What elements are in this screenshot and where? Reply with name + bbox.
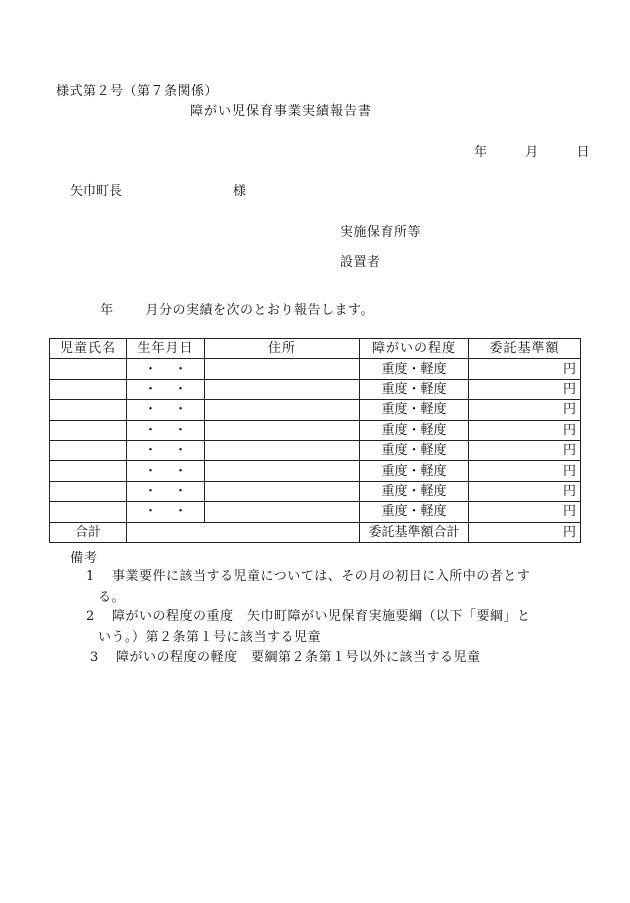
date-year: 年 [474, 145, 488, 160]
amount-cell[interactable]: 円 [469, 502, 581, 522]
table-header-row [50, 339, 581, 359]
child-name-cell[interactable] [50, 420, 127, 440]
degree-cell[interactable]: 重度・軽度 [360, 440, 469, 460]
table-row [50, 359, 581, 379]
table-row [50, 461, 581, 481]
table-row [50, 400, 581, 420]
child-name-cell[interactable] [50, 481, 127, 501]
address-cell[interactable] [205, 481, 360, 501]
note-item [86, 566, 586, 608]
degree-cell[interactable]: 重度・軽度 [360, 400, 469, 420]
note-item [90, 647, 590, 668]
intro-year: 年 [100, 303, 114, 318]
amount-cell[interactable]: 円 [469, 379, 581, 399]
intro-text: 月分の実績を次のとおり報告します。 [145, 303, 374, 318]
note-text-continued: る。 [98, 590, 126, 605]
child-name-cell[interactable] [50, 461, 127, 481]
birthdate-cell[interactable]: ・ ・ [127, 481, 205, 501]
table-row [50, 502, 581, 522]
total-amount-cell[interactable]: 円 [469, 522, 581, 542]
column-header-standard-amount: 委託基準額 [469, 339, 581, 359]
amount-cell[interactable]: 円 [469, 359, 581, 379]
birthdate-cell[interactable]: ・ ・ [127, 379, 205, 399]
degree-cell[interactable]: 重度・軽度 [360, 379, 469, 399]
degree-cell[interactable]: 重度・軽度 [360, 502, 469, 522]
column-header-disability-degree: 障がいの程度 [360, 339, 469, 359]
child-name-cell[interactable] [50, 502, 127, 522]
column-header-address: 住所 [205, 339, 360, 359]
total-amount-label: 委託基準額合計 [360, 522, 469, 542]
child-name-cell[interactable] [50, 400, 127, 420]
child-name-cell[interactable] [50, 359, 127, 379]
amount-cell[interactable]: 円 [469, 420, 581, 440]
birthdate-cell[interactable]: ・ ・ [127, 400, 205, 420]
degree-cell[interactable]: 重度・軽度 [360, 481, 469, 501]
note-text: 事業要件に該当する児童については、その月の初日に入所中の者とす [112, 569, 531, 584]
table-total-row [50, 522, 581, 542]
table-row [50, 379, 581, 399]
note-number: 2 [86, 609, 95, 624]
note-number: 1 [86, 569, 95, 584]
table-row [50, 481, 581, 501]
date-day: 日 [576, 145, 590, 160]
total-label: 合計 [50, 522, 127, 542]
column-header-birthdate: 生年月日 [127, 339, 205, 359]
notes-heading: 備考 [70, 551, 99, 566]
amount-cell[interactable]: 円 [469, 481, 581, 501]
report-table [49, 338, 581, 543]
address-cell[interactable] [205, 379, 360, 399]
birthdate-cell[interactable]: ・ ・ [127, 440, 205, 460]
founder-label: 設置者 [340, 255, 381, 270]
degree-cell[interactable]: 重度・軽度 [360, 461, 469, 481]
note-text-continued: いう。）第２条第１号に該当する児童 [98, 630, 322, 645]
degree-cell[interactable]: 重度・軽度 [360, 359, 469, 379]
date-line [474, 141, 590, 160]
total-blank-cell [127, 522, 360, 542]
note-item [86, 606, 586, 648]
note-text: 障がいの程度の軽度 要綱第２条第１号以外に該当する児童 [116, 650, 481, 665]
intro-sentence [100, 299, 374, 318]
birthdate-cell[interactable]: ・ ・ [127, 420, 205, 440]
form-number: 様式第２号（第７条関係） [56, 84, 219, 99]
note-number: 3 [90, 650, 99, 665]
table-row [50, 440, 581, 460]
degree-cell[interactable]: 重度・軽度 [360, 420, 469, 440]
table-row [50, 420, 581, 440]
amount-cell[interactable]: 円 [469, 461, 581, 481]
addressee-suffix: 様 [233, 184, 247, 199]
birthdate-cell[interactable]: ・ ・ [127, 461, 205, 481]
amount-cell[interactable]: 円 [469, 440, 581, 460]
address-cell[interactable] [205, 502, 360, 522]
address-cell[interactable] [205, 420, 360, 440]
address-cell[interactable] [205, 440, 360, 460]
note-text: 障がいの程度の重度 矢巾町障がい児保育実施要綱（以下「要綱」と [112, 609, 531, 624]
date-month: 月 [525, 145, 539, 160]
address-cell[interactable] [205, 400, 360, 420]
document-title: 障がい児保育事業実績報告書 [190, 104, 373, 119]
addressee [70, 180, 247, 199]
child-name-cell[interactable] [50, 440, 127, 460]
facility-label: 実施保育所等 [340, 225, 422, 240]
address-cell[interactable] [205, 359, 360, 379]
addressee-name: 矢巾町長 [70, 184, 123, 199]
column-header-child-name: 児童氏名 [50, 339, 127, 359]
child-name-cell[interactable] [50, 379, 127, 399]
birthdate-cell[interactable]: ・ ・ [127, 359, 205, 379]
birthdate-cell[interactable]: ・ ・ [127, 502, 205, 522]
amount-cell[interactable]: 円 [469, 400, 581, 420]
address-cell[interactable] [205, 461, 360, 481]
